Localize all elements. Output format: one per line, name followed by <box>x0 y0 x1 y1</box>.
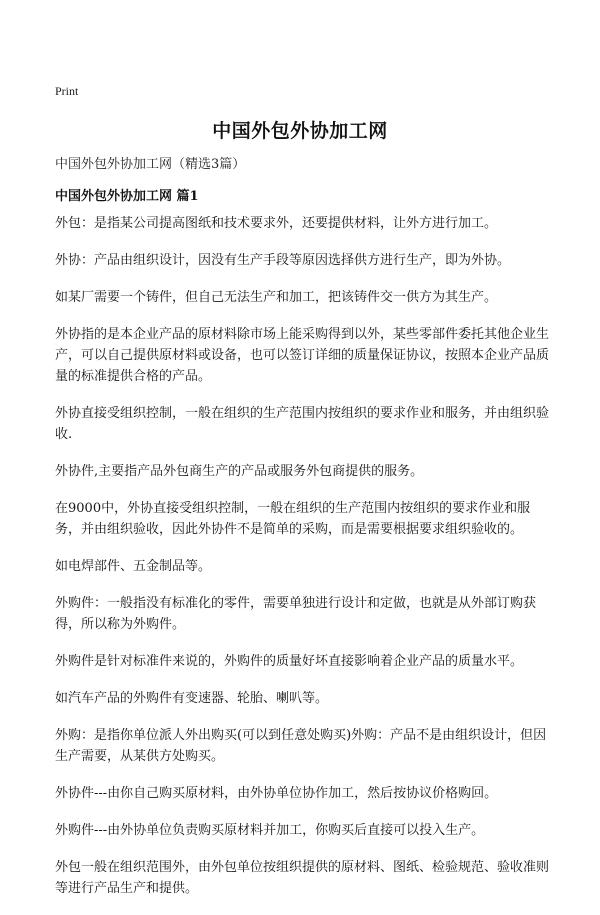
paragraph-subcontract-definition: 外协：产品由组织设计，因没有生产手段等原因选择供方进行生产，即为外协。 <box>55 253 511 268</box>
paragraph-subcontract-process: 外协件---由你自己购买原材料，由外协单位协作加工，然后按协议价格购回。 <box>55 786 498 801</box>
paragraph-casting-example: 如某厂需要一个铸件，但自己无法生产和加工，把该铸件交一供方为其生产。 <box>55 290 498 305</box>
paragraph-subcontract-detail: 外协指的是本企业产品的原材料除市场上能采购得到以外，某些零部件委托其他企业生产，可以自己提供原材料或设备，也可以签订详细的质量保证协议，按照本企业产品质量的标准提供合格的产品。 <box>55 327 550 384</box>
section-heading: 中国外包外协加工网 篇1 <box>55 189 199 204</box>
page-title: 中国外包外协加工网 <box>212 120 388 142</box>
paragraph-car-parts-example: 如汽车产品的外购件有变速器、轮胎、喇叭等。 <box>55 691 329 706</box>
paragraph-purchased-parts-definition: 外购件：一般指没有标准化的零件，需要单独进行设计和定做，也就是从外部订购获得，所以称为外购件。 <box>55 596 537 632</box>
paragraph-purchase-definition: 外购：是指你单位派人外出购买(可以到任意处购买)外购：产品不是由组织设计，但因生产需要，从某供方处购买。 <box>55 728 547 764</box>
paragraph-purchased-parts-quality: 外购件是针对标准件来说的，外购件的质量好坏直接影响着企业产品的质量水平。 <box>55 654 524 669</box>
paragraph-outsourcing-summary: 外包一般在组织范围外，由外包单位按组织提供的原材料、图纸、检验规范、验收准则等进行产品生产和提供。 <box>55 860 550 896</box>
paragraph-subcontract-parts: 外协件,主要指产品外包商生产的产品或服务外包商提供的服务。 <box>55 464 424 479</box>
article-body <box>55 213 555 915</box>
paragraph-outsourcing-definition: 外包：是指某公司提高图纸和技术要求外，还要提供材料，让外方进行加工。 <box>55 216 498 231</box>
paragraph-organization-control: 外协直接受组织控制，一般在组织的生产范围内按组织的要求作业和服务，并由组织验收. <box>55 406 550 442</box>
paragraph-9000-note: 在9000中，外协直接受组织控制，一般在组织的生产范围内按组织的要求作业和服务，并由组织验收，因此外协件不是简单的采购，而是需要根据要求组织验收的。 <box>55 501 531 537</box>
print-label: Print <box>55 84 79 98</box>
paragraph-purchase-process: 外购件---由外协单位负责购买原材料并加工，你购买后直接可以投入生产。 <box>55 823 485 838</box>
paragraph-welding-example: 如电焊部件、五金制品等。 <box>55 559 212 574</box>
document-subtitle: 中国外包外协加工网（精选3篇） <box>55 157 246 172</box>
